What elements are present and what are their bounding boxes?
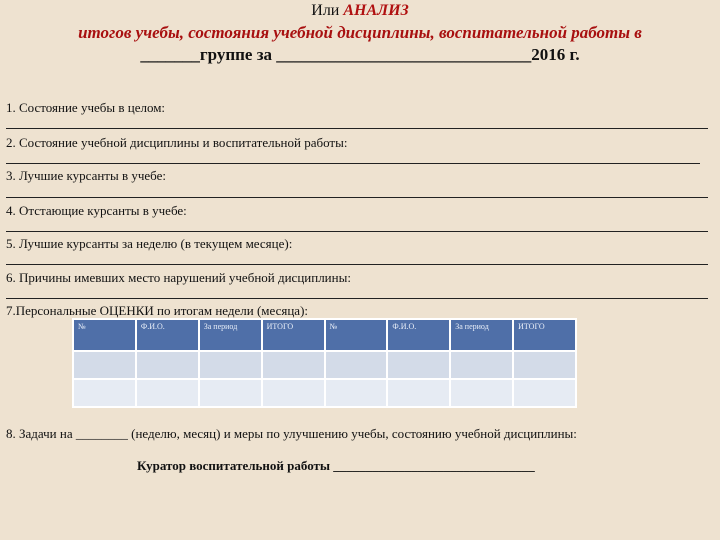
col-period-header-2: За период xyxy=(450,319,513,351)
table-cell[interactable] xyxy=(199,351,262,379)
table-cell[interactable] xyxy=(513,351,576,379)
table-cell[interactable] xyxy=(199,379,262,407)
curator-signature-line: Куратор воспитательной работы _______________________________ xyxy=(137,458,535,473)
table-cell[interactable] xyxy=(450,351,513,379)
table-cell[interactable] xyxy=(73,379,136,407)
item-6-label: 6. Причины имевших место нарушений учебной дисциплины: xyxy=(6,270,351,285)
table-cell[interactable] xyxy=(325,351,388,379)
table-cell[interactable] xyxy=(387,379,450,407)
table-cell[interactable] xyxy=(450,379,513,407)
col-total-header-2: ИТОГО xyxy=(513,319,576,351)
table-cell[interactable] xyxy=(136,351,199,379)
table-cell[interactable] xyxy=(262,379,325,407)
title-line-2: итогов учебы, состояния учебной дисциплины, воспитательной работы в xyxy=(78,23,642,42)
item-2-label: 2. Состояние учебной дисциплины и воспитательной работы: xyxy=(6,135,348,150)
col-number-header-2: № xyxy=(325,319,388,351)
item-8-label: 8. Задачи на ________ (неделю, месяц) и меры по улучшению учебы, состоянию учебной дисциплины: xyxy=(6,426,577,441)
col-number-header: № xyxy=(73,319,136,351)
item-4-label: 4. Отстающие курсанты в учебе: xyxy=(6,203,187,218)
item-3-label: 3. Лучшие курсанты в учебе: xyxy=(6,168,166,183)
title-line-3: _______группе за ______________________________2016 г. xyxy=(140,45,580,64)
grades-table xyxy=(72,318,577,408)
item-7-label: 7.Персональные ОЦЕНКИ по итогам недели (месяца): xyxy=(6,303,309,318)
table-cell[interactable] xyxy=(262,351,325,379)
table-row xyxy=(73,351,576,379)
item-2-answer-line[interactable] xyxy=(6,163,700,164)
item-4-answer-line[interactable] xyxy=(6,231,708,232)
table-cell[interactable] xyxy=(387,351,450,379)
col-total-header: ИТОГО xyxy=(262,319,325,351)
col-period-header: За период xyxy=(199,319,262,351)
table-cell[interactable] xyxy=(513,379,576,407)
document-title xyxy=(0,0,720,66)
item-1-answer-line[interactable] xyxy=(6,128,708,129)
table-cell[interactable] xyxy=(73,351,136,379)
title-line-1 xyxy=(0,0,720,22)
item-1-label: 1. Состояние учебы в целом: xyxy=(6,100,166,115)
item-6-answer-line[interactable] xyxy=(6,298,708,299)
title-prefix: Или xyxy=(311,2,344,19)
col-name-header: Ф.И.О. xyxy=(136,319,199,351)
title-accent: АНАЛИЗ xyxy=(343,2,409,19)
item-5-label: 5. Лучшие курсанты за неделю (в текущем месяце): xyxy=(6,236,293,251)
item-3-answer-line[interactable] xyxy=(6,197,708,198)
item-5-answer-line[interactable] xyxy=(6,264,708,265)
grades-table-header-row xyxy=(73,319,576,351)
table-row xyxy=(73,379,576,407)
table-cell[interactable] xyxy=(325,379,388,407)
table-cell[interactable] xyxy=(136,379,199,407)
col-name-header-2: Ф.И.О. xyxy=(387,319,450,351)
